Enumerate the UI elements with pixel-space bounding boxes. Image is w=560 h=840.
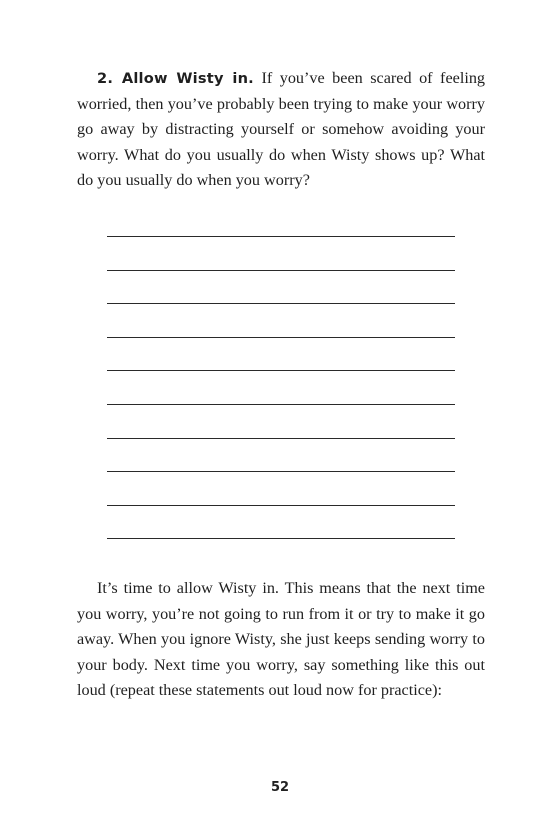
body-paragraph: It’s time to allow Wisty in. This means that the next time you worry, you’re not going to run from it or try to make it go away. When you ignore Wisty, she just keeps sending worry to your body. Next time you worry, say something like this out loud (repeat these statements out loud now for practice): — [77, 579, 485, 700]
writing-line — [107, 303, 455, 304]
writing-line — [107, 471, 455, 472]
writing-line — [107, 438, 455, 439]
writing-line — [107, 270, 455, 271]
writing-line — [107, 370, 455, 371]
writing-line — [107, 404, 455, 405]
exercise-heading: 2. Allow Wisty in. — [97, 70, 254, 87]
writing-lines — [107, 236, 455, 539]
writing-line — [107, 337, 455, 338]
exercise-body: If you’ve been scared of feeling worried, then you’ve probably been trying to make your worry go away by distracting yourself or somehow avoiding your worry. What do you usually do when Wisty shows up? What do you usually do when you worry? — [77, 69, 486, 190]
exercise-paragraph — [77, 66, 485, 194]
writing-line — [107, 236, 455, 237]
writing-line — [107, 538, 455, 539]
writing-line — [107, 505, 455, 506]
page-number: 52 — [270, 780, 290, 795]
